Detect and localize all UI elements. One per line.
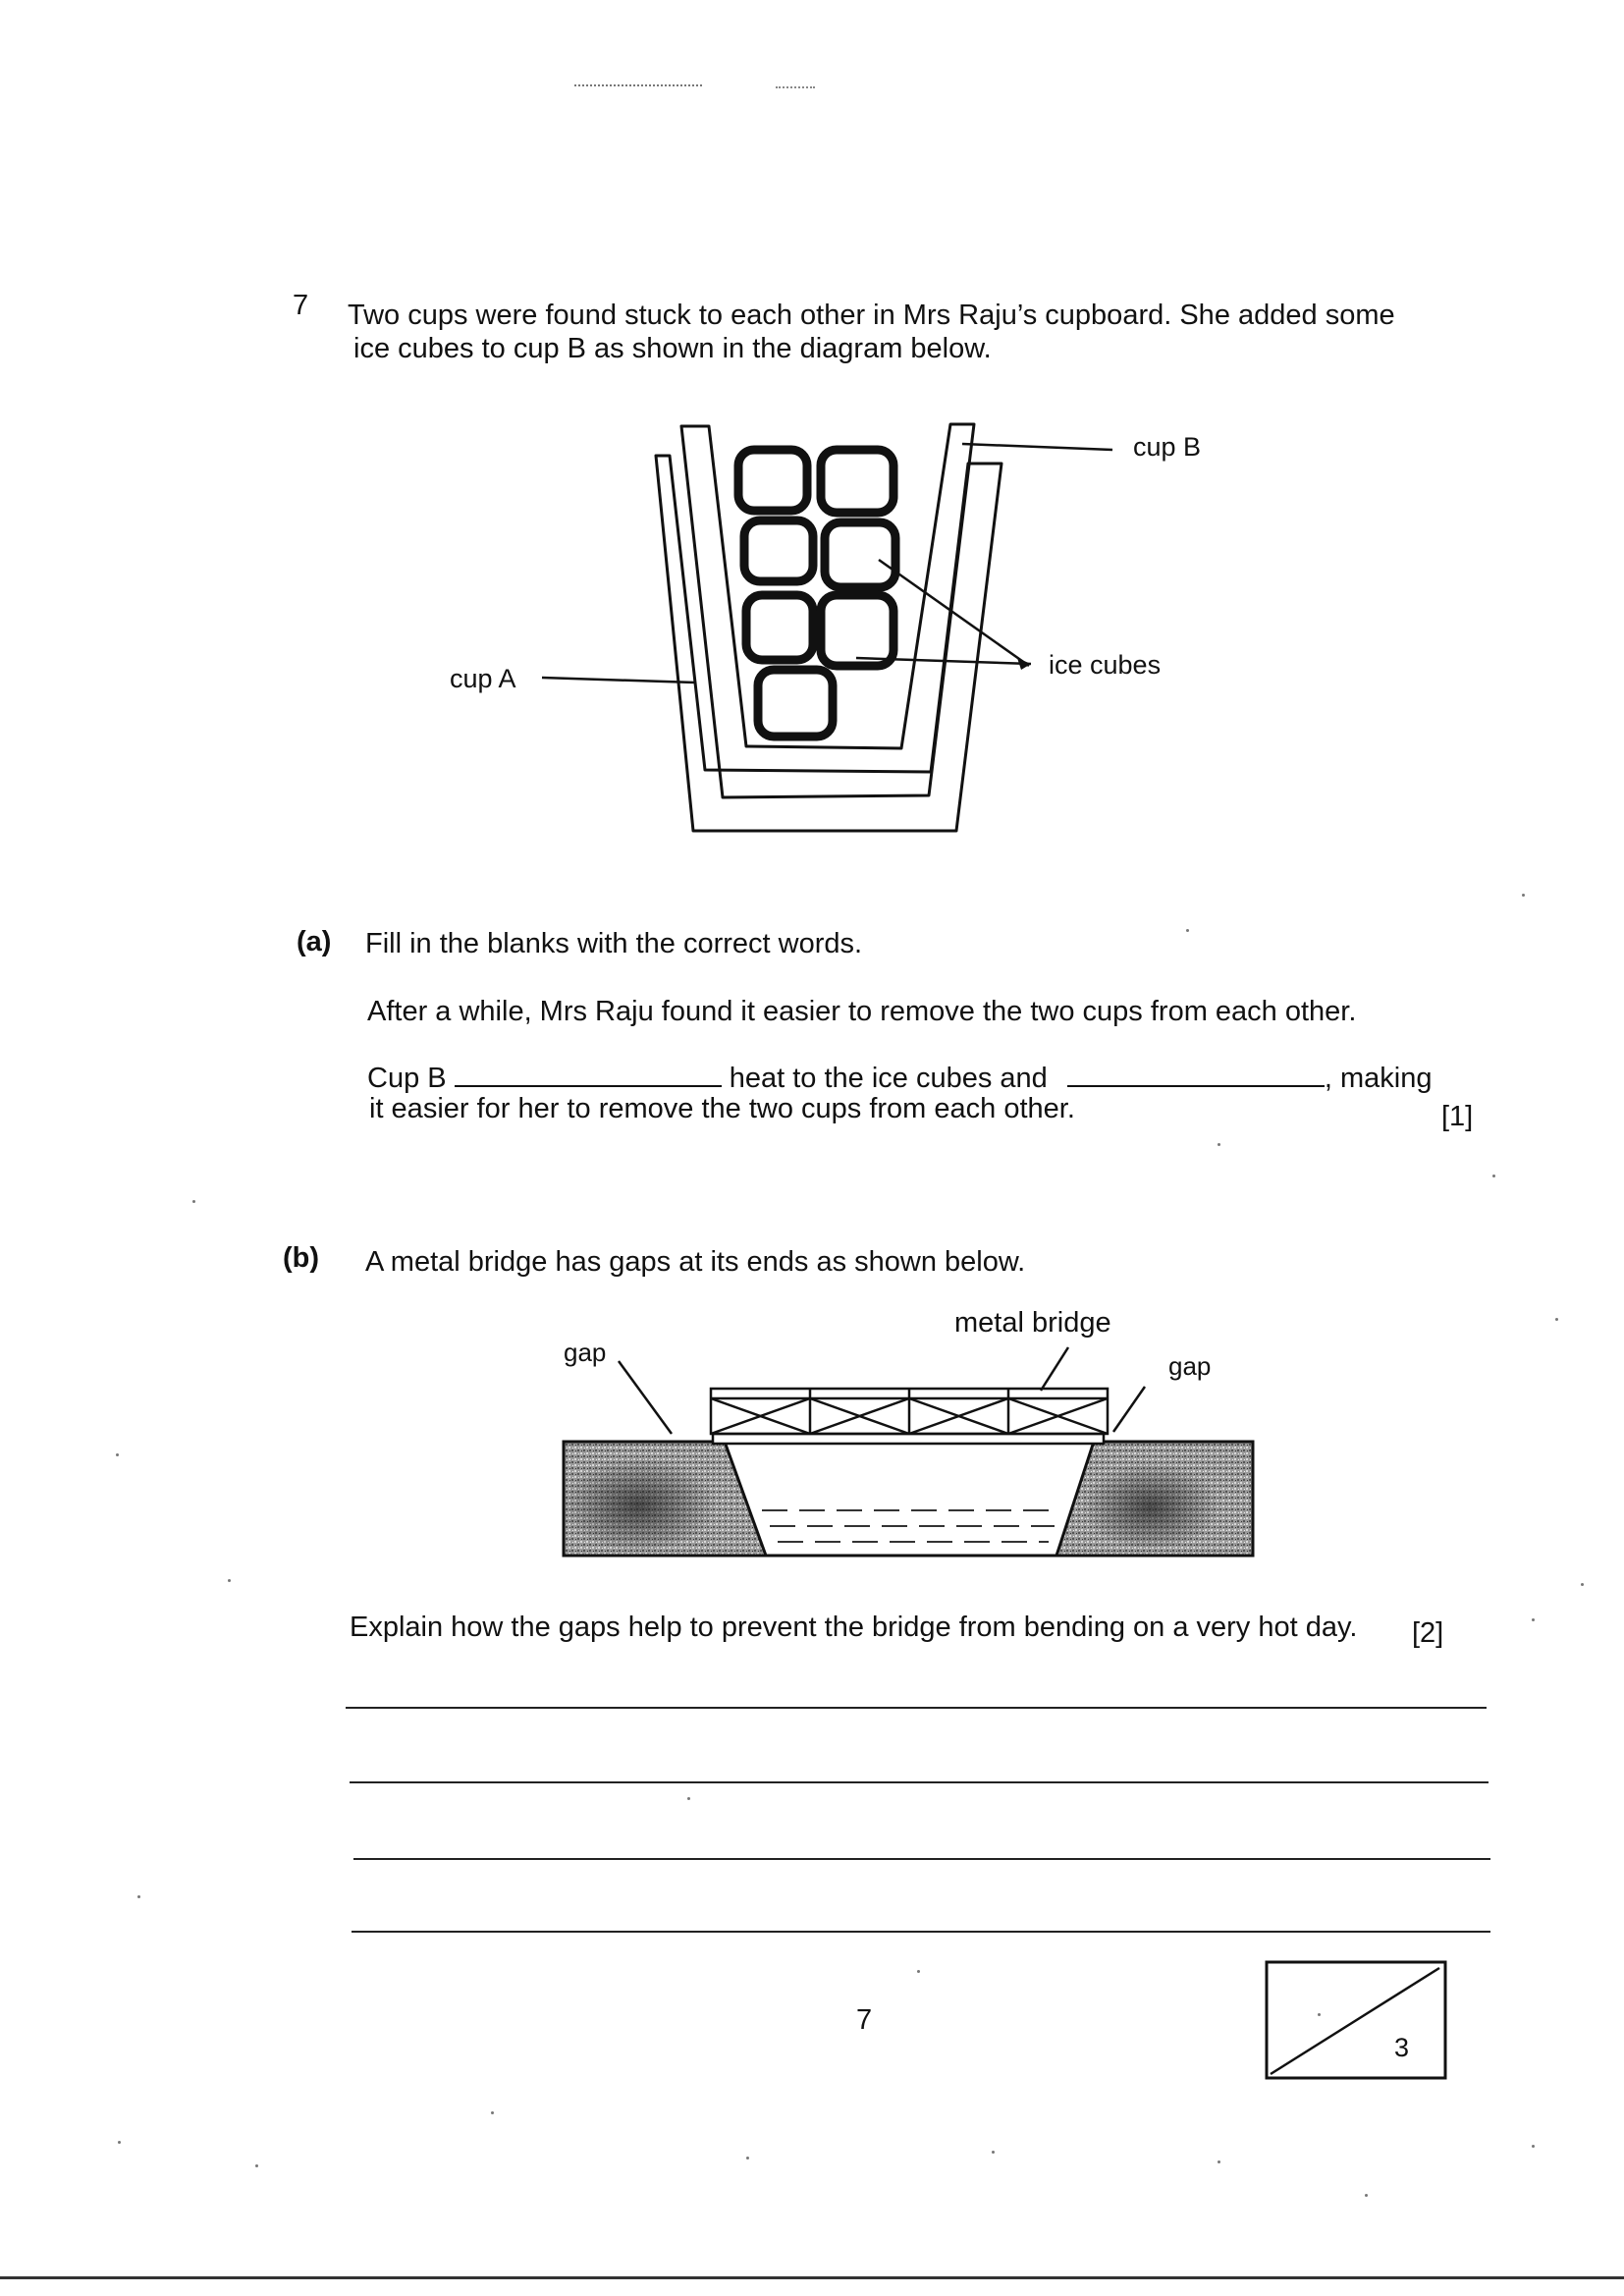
scan-speck xyxy=(1365,2194,1368,2197)
scan-speck xyxy=(917,1970,920,1973)
question-intro-line1: Two cups were found stuck to each other in Mrs Raju’s cupboard. She added some xyxy=(348,300,1395,331)
gap-right-leader-line xyxy=(1113,1387,1145,1432)
ice-cubes xyxy=(738,450,895,737)
page-bottom-edge xyxy=(0,2276,1624,2279)
scan-speck xyxy=(118,2141,121,2144)
label-cup-b: cup B xyxy=(1133,432,1202,462)
bridge-truss xyxy=(711,1389,1108,1434)
score-box-diagonal xyxy=(1271,1968,1439,2074)
top-mark xyxy=(574,84,702,86)
scan-speck xyxy=(1492,1175,1495,1177)
scan-speck xyxy=(228,1579,231,1582)
scan-speck xyxy=(137,1895,140,1898)
scan-speck xyxy=(255,2164,258,2167)
bridge-deck xyxy=(713,1434,1104,1444)
part-a-sentence-line1 xyxy=(367,1060,1432,1095)
part-b-question: Explain how the gaps help to prevent the bridge from bending on a very hot day. xyxy=(350,1612,1358,1643)
scan-speck xyxy=(1186,929,1189,932)
label-metal-bridge: metal bridge xyxy=(954,1307,1111,1339)
label-ice-cubes: ice cubes xyxy=(1049,650,1162,680)
sentence-end: , making xyxy=(1324,1063,1433,1094)
answer-line[interactable] xyxy=(346,1707,1487,1709)
score-box-value: 3 xyxy=(1394,2033,1410,2062)
answer-line[interactable] xyxy=(350,1781,1489,1783)
question-intro-line2: ice cubes to cup B as shown in the diagram below. xyxy=(353,333,992,364)
blank-2[interactable] xyxy=(1067,1060,1325,1087)
scan-speck xyxy=(116,1453,119,1456)
ice-cube xyxy=(825,522,895,587)
scan-speck xyxy=(1532,2145,1535,2148)
label-cup-a: cup A xyxy=(450,664,516,693)
sentence-start: Cup B xyxy=(367,1063,447,1094)
cups-diagram xyxy=(432,412,1218,845)
part-a-instruction: Fill in the blanks with the correct words. xyxy=(365,928,863,959)
part-a-marks: [1] xyxy=(1441,1101,1474,1132)
scan-speck xyxy=(1522,894,1525,897)
answer-line[interactable] xyxy=(352,1931,1490,1933)
scan-speck xyxy=(687,1797,690,1800)
part-b-instruction: A metal bridge has gaps at its ends as shown below. xyxy=(365,1246,1026,1278)
part-a-sentence-line2: it easier for her to remove the two cups from each other. xyxy=(369,1093,1075,1124)
blank-1[interactable] xyxy=(455,1060,722,1087)
right-bank-shading xyxy=(1082,1457,1219,1548)
scan-speck xyxy=(992,2151,995,2154)
arrowhead xyxy=(1017,658,1031,670)
scan-speck xyxy=(1318,2013,1321,2016)
ice-cube xyxy=(738,450,807,511)
scan-speck xyxy=(192,1200,195,1203)
answer-line[interactable] xyxy=(353,1858,1490,1860)
scan-speck xyxy=(1555,1318,1558,1321)
ice-cube xyxy=(758,670,833,737)
bridge-diagram xyxy=(530,1296,1276,1581)
ice-cube xyxy=(746,595,813,660)
score-box xyxy=(1265,1960,1461,2084)
metal-bridge-leader-line xyxy=(1041,1347,1068,1391)
scan-speck xyxy=(746,2157,749,2159)
part-a-label: (a) xyxy=(297,926,332,957)
scan-speck xyxy=(1218,1143,1220,1146)
scan-speck xyxy=(491,2111,494,2114)
cup-b-leader-line xyxy=(962,444,1112,450)
left-bank-shading xyxy=(560,1451,717,1550)
label-gap-right: gap xyxy=(1168,1351,1212,1381)
scan-speck xyxy=(1581,1583,1584,1586)
ice-cube xyxy=(744,520,813,581)
label-gap-left: gap xyxy=(564,1338,607,1367)
ice-cube xyxy=(821,595,893,666)
sentence-mid: heat to the ice cubes and xyxy=(729,1063,1048,1094)
part-b-label: (b) xyxy=(283,1242,320,1274)
page-number: 7 xyxy=(856,2004,873,2036)
scan-speck xyxy=(1532,1618,1535,1621)
gap-left-leader-line xyxy=(619,1361,672,1434)
part-b-marks: [2] xyxy=(1412,1617,1444,1649)
question-number: 7 xyxy=(293,290,309,321)
ice-cube xyxy=(821,450,893,513)
top-mark xyxy=(776,86,815,88)
water xyxy=(762,1510,1060,1542)
cup-a-leader-line xyxy=(542,678,695,683)
scan-speck xyxy=(1218,2160,1220,2163)
part-a-statement: After a while, Mrs Raju found it easier to remove the two cups from each other. xyxy=(367,996,1357,1027)
